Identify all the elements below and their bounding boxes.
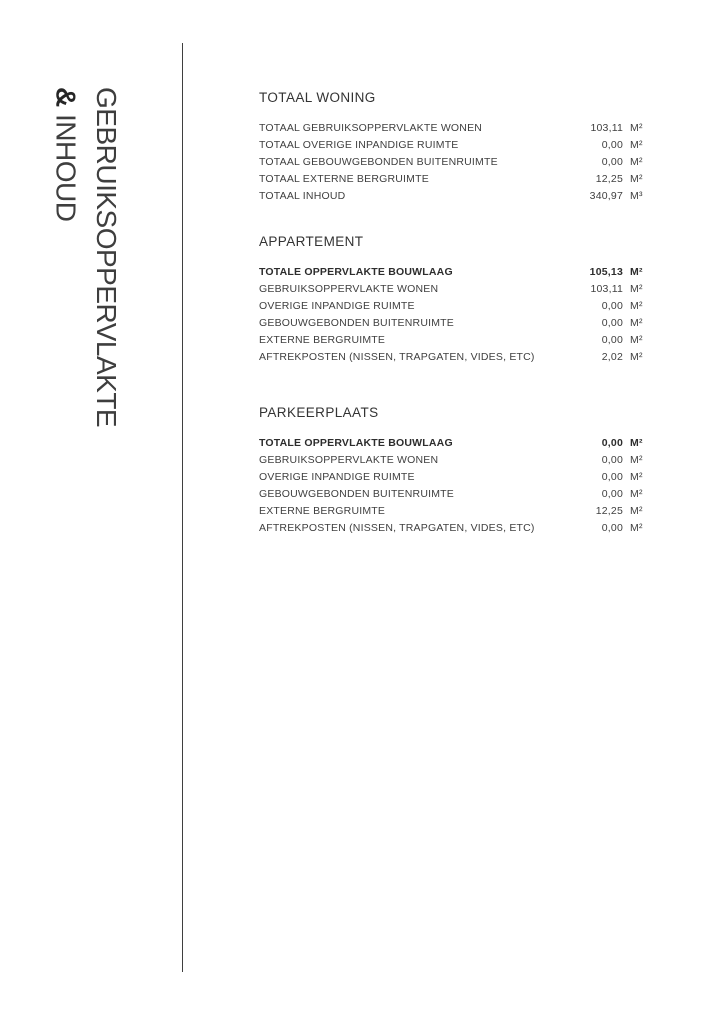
row-value: 0,00 [601, 300, 623, 312]
table-row [259, 190, 656, 207]
row-label: OVERIGE INPANDIGE RUIMTE [259, 471, 415, 483]
table-row [259, 505, 656, 522]
row-label: TOTAAL GEBOUWGEBONDEN BUITENRUIMTE [259, 156, 498, 168]
row-value: 12,25 [595, 505, 623, 517]
row-label: GEBOUWGEBONDEN BUITENRUIMTE [259, 488, 454, 500]
table-row [259, 283, 656, 300]
section [259, 234, 656, 368]
section [259, 90, 656, 207]
row-label: AFTREKPOSTEN (NISSEN, TRAPGATEN, VIDES, ETC) [259, 351, 535, 363]
row-label: EXTERNE BERGRUIMTE [259, 505, 386, 517]
content-area [259, 90, 656, 539]
row-value: 0,00 [601, 488, 623, 500]
page-title-line2 [45, 87, 86, 427]
row-unit: M² [630, 437, 643, 449]
row-value: 0,00 [601, 139, 623, 151]
row-label: GEBRUIKSOPPERVLAKTE WONEN [259, 454, 439, 466]
section-heading: APPARTEMENT [259, 234, 364, 249]
row-value: 340,97 [589, 190, 623, 202]
table-row [259, 300, 656, 317]
section-rows [259, 122, 656, 207]
section-heading: PARKEERPLAATS [259, 405, 379, 420]
row-value: 12,25 [595, 173, 623, 185]
row-value: 103,11 [590, 283, 623, 295]
row-value: 0,00 [601, 334, 623, 346]
row-unit: M² [630, 266, 643, 278]
page-title-vertical [45, 87, 126, 427]
row-label: TOTAAL GEBRUIKSOPPERVLAKTE WONEN [259, 122, 483, 134]
section-rows [259, 266, 656, 368]
row-unit: M² [630, 156, 643, 168]
table-row [259, 156, 656, 173]
row-unit: M² [630, 300, 643, 312]
row-label: TOTALE OPPERVLAKTE BOUWLAAG [259, 437, 453, 449]
row-value: 0,00 [601, 317, 623, 329]
row-label: EXTERNE BERGRUIMTE [259, 334, 386, 346]
row-label: TOTAAL INHOUD [259, 190, 346, 202]
row-value: 0,00 [601, 522, 623, 534]
table-row [259, 122, 656, 139]
row-unit: M² [630, 173, 643, 185]
table-row [259, 351, 656, 368]
row-value: 103,11 [590, 122, 623, 134]
divider-line [182, 43, 183, 972]
section [259, 405, 656, 539]
table-row [259, 139, 656, 156]
row-unit: M² [630, 317, 643, 329]
table-row [259, 522, 656, 539]
page-title-line2-rest: INHOUD [50, 106, 82, 222]
table-row [259, 488, 656, 505]
row-unit: M² [630, 522, 643, 534]
table-row [259, 437, 656, 454]
row-label: GEBRUIKSOPPERVLAKTE WONEN [259, 283, 439, 295]
row-unit: M² [630, 139, 643, 151]
row-unit: M² [630, 471, 643, 483]
table-row [259, 334, 656, 351]
table-row [259, 266, 656, 283]
row-unit: M² [630, 488, 643, 500]
row-label: AFTREKPOSTEN (NISSEN, TRAPGATEN, VIDES, ETC) [259, 522, 535, 534]
row-unit: M³ [630, 190, 643, 202]
row-label: TOTAAL OVERIGE INPANDIGE RUIMTE [259, 139, 459, 151]
row-unit: M² [630, 351, 643, 363]
table-row [259, 454, 656, 471]
section-heading: TOTAAL WONING [259, 90, 376, 105]
page-title-line1: GEBRUIKSOPPERVLAKTE [91, 87, 123, 428]
page-title-ampersand: & [50, 87, 82, 107]
row-label: GEBOUWGEBONDEN BUITENRUIMTE [259, 317, 454, 329]
row-value: 105,13 [589, 266, 623, 278]
row-label: TOTAAL EXTERNE BERGRUIMTE [259, 173, 429, 185]
table-row [259, 471, 656, 488]
row-unit: M² [630, 283, 643, 295]
table-row [259, 317, 656, 334]
row-value: 0,00 [601, 471, 623, 483]
row-label: OVERIGE INPANDIGE RUIMTE [259, 300, 415, 312]
table-row [259, 173, 656, 190]
row-unit: M² [630, 505, 643, 517]
row-value: 0,00 [601, 437, 623, 449]
row-value: 0,00 [601, 454, 623, 466]
row-value: 2,02 [601, 351, 623, 363]
row-value: 0,00 [601, 156, 623, 168]
section-rows [259, 437, 656, 539]
row-label: TOTALE OPPERVLAKTE BOUWLAAG [259, 266, 453, 278]
row-unit: M² [630, 122, 643, 134]
row-unit: M² [630, 454, 643, 466]
row-unit: M² [630, 334, 643, 346]
